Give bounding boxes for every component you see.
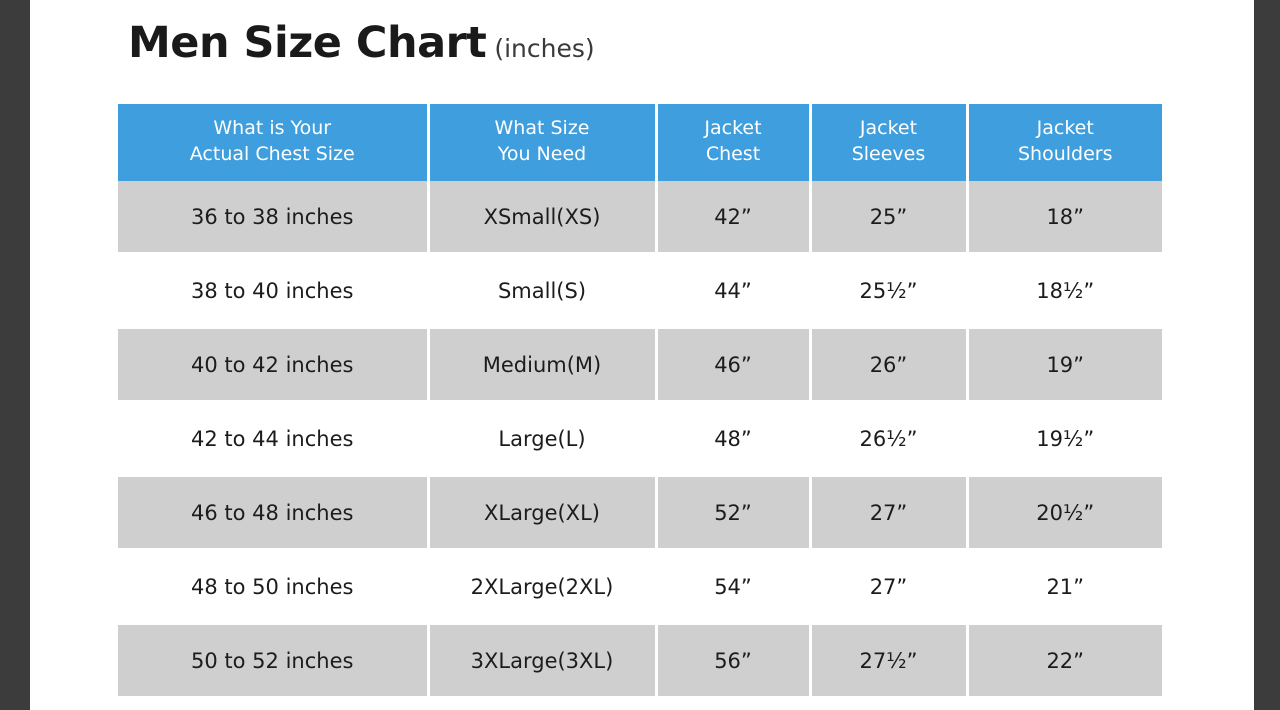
cell-jacket-sleeves: 27” bbox=[810, 550, 967, 624]
cell-size: 2XLarge(2XL) bbox=[428, 550, 656, 624]
cell-jacket-chest: 56” bbox=[656, 624, 810, 697]
table-row bbox=[118, 254, 1162, 328]
right-gutter bbox=[1254, 0, 1280, 710]
column-header-jacket-shoulders bbox=[967, 104, 1162, 181]
column-header-line1: What is Your bbox=[213, 117, 332, 139]
table-row bbox=[118, 476, 1162, 550]
document-page bbox=[30, 0, 1254, 710]
column-header-line1: Jacket bbox=[704, 117, 762, 139]
cell-jacket-chest: 52” bbox=[656, 476, 810, 550]
table-header bbox=[118, 104, 1162, 181]
cell-size: Small(S) bbox=[428, 254, 656, 328]
cell-jacket-shoulders: 21” bbox=[967, 550, 1162, 624]
cell-jacket-shoulders: 22” bbox=[967, 624, 1162, 697]
column-header-line2: Chest bbox=[705, 142, 761, 165]
size-chart-table bbox=[118, 104, 1162, 696]
cell-chest-range: 40 to 42 inches bbox=[118, 328, 428, 402]
cell-jacket-chest: 48” bbox=[656, 402, 810, 476]
cell-jacket-shoulders: 18” bbox=[967, 181, 1162, 254]
column-header-line1: Jacket bbox=[859, 117, 918, 139]
cell-jacket-sleeves: 27½” bbox=[810, 624, 967, 697]
cell-size: Large(L) bbox=[428, 402, 656, 476]
cell-jacket-chest: 42” bbox=[656, 181, 810, 254]
table-row bbox=[118, 402, 1162, 476]
cell-jacket-shoulders: 19” bbox=[967, 328, 1162, 402]
table-body bbox=[118, 181, 1162, 696]
column-header-line2: Sleeves bbox=[851, 142, 926, 165]
table-row bbox=[118, 550, 1162, 624]
cell-chest-range: 50 to 52 inches bbox=[118, 624, 428, 697]
cell-chest-range: 42 to 44 inches bbox=[118, 402, 428, 476]
column-header-line2: You Need bbox=[497, 142, 587, 165]
left-gutter bbox=[0, 0, 30, 710]
table-header-row bbox=[118, 104, 1162, 181]
cell-chest-range: 48 to 50 inches bbox=[118, 550, 428, 624]
cell-chest-range: 38 to 40 inches bbox=[118, 254, 428, 328]
column-header-jacket-chest bbox=[656, 104, 810, 181]
table-row bbox=[118, 624, 1162, 697]
column-header-line1: What Size bbox=[494, 117, 590, 139]
cell-jacket-chest: 54” bbox=[656, 550, 810, 624]
cell-chest-range: 36 to 38 inches bbox=[118, 181, 428, 254]
cell-jacket-sleeves: 27” bbox=[810, 476, 967, 550]
cell-jacket-sleeves: 26” bbox=[810, 328, 967, 402]
column-header-line2: Actual Chest Size bbox=[189, 142, 355, 165]
page-title-units: (inches) bbox=[494, 34, 595, 63]
cell-jacket-shoulders: 20½” bbox=[967, 476, 1162, 550]
column-header-actual-chest-size bbox=[118, 104, 428, 181]
cell-jacket-sleeves: 26½” bbox=[810, 402, 967, 476]
cell-size: Medium(M) bbox=[428, 328, 656, 402]
cell-size: 3XLarge(3XL) bbox=[428, 624, 656, 697]
column-header-line2: Shoulders bbox=[1017, 142, 1113, 165]
column-header-size-you-need bbox=[428, 104, 656, 181]
cell-jacket-chest: 44” bbox=[656, 254, 810, 328]
cell-chest-range: 46 to 48 inches bbox=[118, 476, 428, 550]
page-title-main: Men Size Chart bbox=[128, 18, 487, 68]
cell-jacket-chest: 46” bbox=[656, 328, 810, 402]
cell-size: XSmall(XS) bbox=[428, 181, 656, 254]
cell-jacket-sleeves: 25½” bbox=[810, 254, 967, 328]
table-row bbox=[118, 328, 1162, 402]
column-header-line1: Jacket bbox=[1036, 117, 1094, 139]
page-title bbox=[128, 18, 595, 68]
cell-size: XLarge(XL) bbox=[428, 476, 656, 550]
cell-jacket-sleeves: 25” bbox=[810, 181, 967, 254]
column-header-jacket-sleeves bbox=[810, 104, 967, 181]
cell-jacket-shoulders: 19½” bbox=[967, 402, 1162, 476]
table-row bbox=[118, 181, 1162, 254]
cell-jacket-shoulders: 18½” bbox=[967, 254, 1162, 328]
